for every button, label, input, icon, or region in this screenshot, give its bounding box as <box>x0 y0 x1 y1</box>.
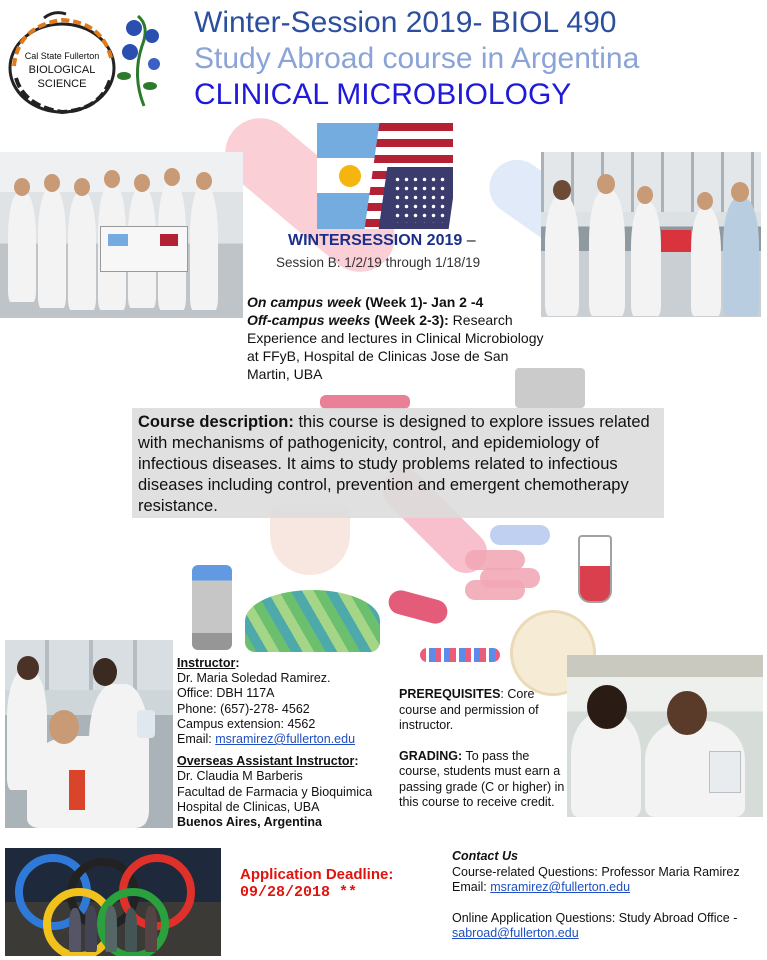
overseas-heading-line <box>177 754 397 769</box>
title-course-code: Winter-Session 2019- BIOL 490 <box>194 6 617 39</box>
offcampus-desc: Research Experience and lectures in Clinical Microbiology at FFyB, Hospital de Clinicas Jose de San Martin, UBA <box>247 312 544 382</box>
lab-photo-bottom-right <box>567 655 763 817</box>
contact-block <box>452 849 762 942</box>
contact-email-label: Email: <box>452 880 491 895</box>
instructor-campus-ext: Campus extension: 4562 <box>177 716 316 731</box>
overseas-city: Buenos Aires, Argentina <box>177 815 322 830</box>
title-study-abroad: Study Abroad course in Argentina <box>194 42 640 75</box>
deadline-label: Application Deadline: <box>240 866 394 883</box>
grading-text: To pass the course, students must earn a passing grade (C or higher) in this course to receive credit. <box>399 748 565 809</box>
prereq-grading-block <box>399 687 567 811</box>
course-description <box>132 408 664 518</box>
bg-squiggle <box>420 648 500 662</box>
contact-online-email-line <box>452 926 762 942</box>
instructor-name: Dr. Maria Soledad Ramirez. <box>177 671 331 686</box>
overseas-hospital: Hospital de Clinicas, UBA <box>177 799 320 814</box>
prerequisites-label: PREREQUISITES <box>399 687 501 701</box>
contact-course-questions: Course-related Questions: Professor Maria Ramirez <box>452 864 740 879</box>
instructor-block <box>177 656 397 830</box>
contact-online-email-link[interactable]: sabroad@fullerton.edu <box>452 926 579 941</box>
description-label: Course description: <box>138 413 294 431</box>
lab-photo-bottom-left <box>5 640 173 828</box>
session-dates: Session B: 1/2/19 through 1/18/19 <box>276 255 481 270</box>
bg-capsule-2 <box>465 550 525 570</box>
offcampus-rest: (Week 2-3): <box>370 312 449 328</box>
instructor-heading-line <box>177 656 397 671</box>
olympic-rings-photo <box>5 848 221 956</box>
logo-line2: BIOLOGICAL <box>28 64 96 76</box>
instructor-email-label: Email: <box>177 732 216 747</box>
instructor-office: Office: DBH 117A <box>177 686 275 701</box>
contact-online-questions: Online Application Questions: Study Abroad Office - <box>452 910 738 925</box>
overseas-name: Dr. Claudia M Barberis <box>177 769 303 784</box>
bg-bunsen-burner <box>192 565 232 650</box>
bg-petri-top <box>320 395 410 409</box>
wintersession-title: WINTERSESSION 2019 <box>288 232 463 249</box>
bg-test-tube <box>578 535 612 603</box>
title-clinical-microbiology: CLINICAL MICROBIOLOGY <box>194 78 572 111</box>
wintersession-heading <box>288 232 476 250</box>
contact-email-line <box>452 880 762 896</box>
prerequisites-text: : Core course and permission of instructor. <box>399 687 539 732</box>
contact-heading: Contact Us <box>452 849 518 863</box>
instructor-heading: Instructor <box>177 656 236 670</box>
instructor-phone: Phone: (657)-278- 4562 <box>177 701 310 716</box>
group-photo <box>0 152 243 318</box>
cal-state-fullerton-logo <box>4 6 164 116</box>
overseas-dept: Facultad de Farmacia y Bioquimica <box>177 784 373 799</box>
wintersession-dash: – <box>462 232 476 249</box>
instructor-email-line <box>177 732 397 747</box>
schedule-offcampus <box>247 311 547 383</box>
bg-capsule-1 <box>490 525 550 545</box>
grading <box>399 749 567 811</box>
grading-label: GRADING: <box>399 748 463 763</box>
logo-line1: Cal State Fullerton <box>24 51 100 61</box>
offcampus-label: Off-campus weeks <box>247 312 371 328</box>
bg-capsule-4 <box>465 580 525 600</box>
campus-rest: (Week 1)- Jan 2 -4 <box>361 294 484 310</box>
bg-bacterium <box>386 588 450 627</box>
schedule-campus <box>247 293 547 311</box>
campus-label: On campus week <box>247 294 362 310</box>
bg-pill-pile <box>245 590 380 652</box>
overseas-heading: Overseas Assistant Instructor <box>177 754 355 769</box>
instructor-colon: : <box>235 656 240 670</box>
overseas-colon: : <box>354 754 359 769</box>
prerequisites <box>399 687 567 734</box>
description-text: this course is designed to explore issues related with mechanisms of pathogenicity, control, and epidemiology of infectious diseases. It aims to study problems related to infectious diseases including control, prevention and emergent chemotherapy resistance. <box>138 413 650 515</box>
contact-email-link[interactable]: msramirez@fullerton.edu <box>490 880 631 895</box>
instructor-email-link[interactable]: msramirez@fullerton.edu <box>215 732 356 747</box>
flags-image <box>317 123 453 229</box>
schedule-block <box>247 293 547 383</box>
logo-line3: SCIENCE <box>37 78 87 90</box>
application-deadline <box>240 866 393 902</box>
deadline-date: 09/28/2018 ** <box>240 884 358 901</box>
lab-photo-top-right <box>541 152 761 317</box>
